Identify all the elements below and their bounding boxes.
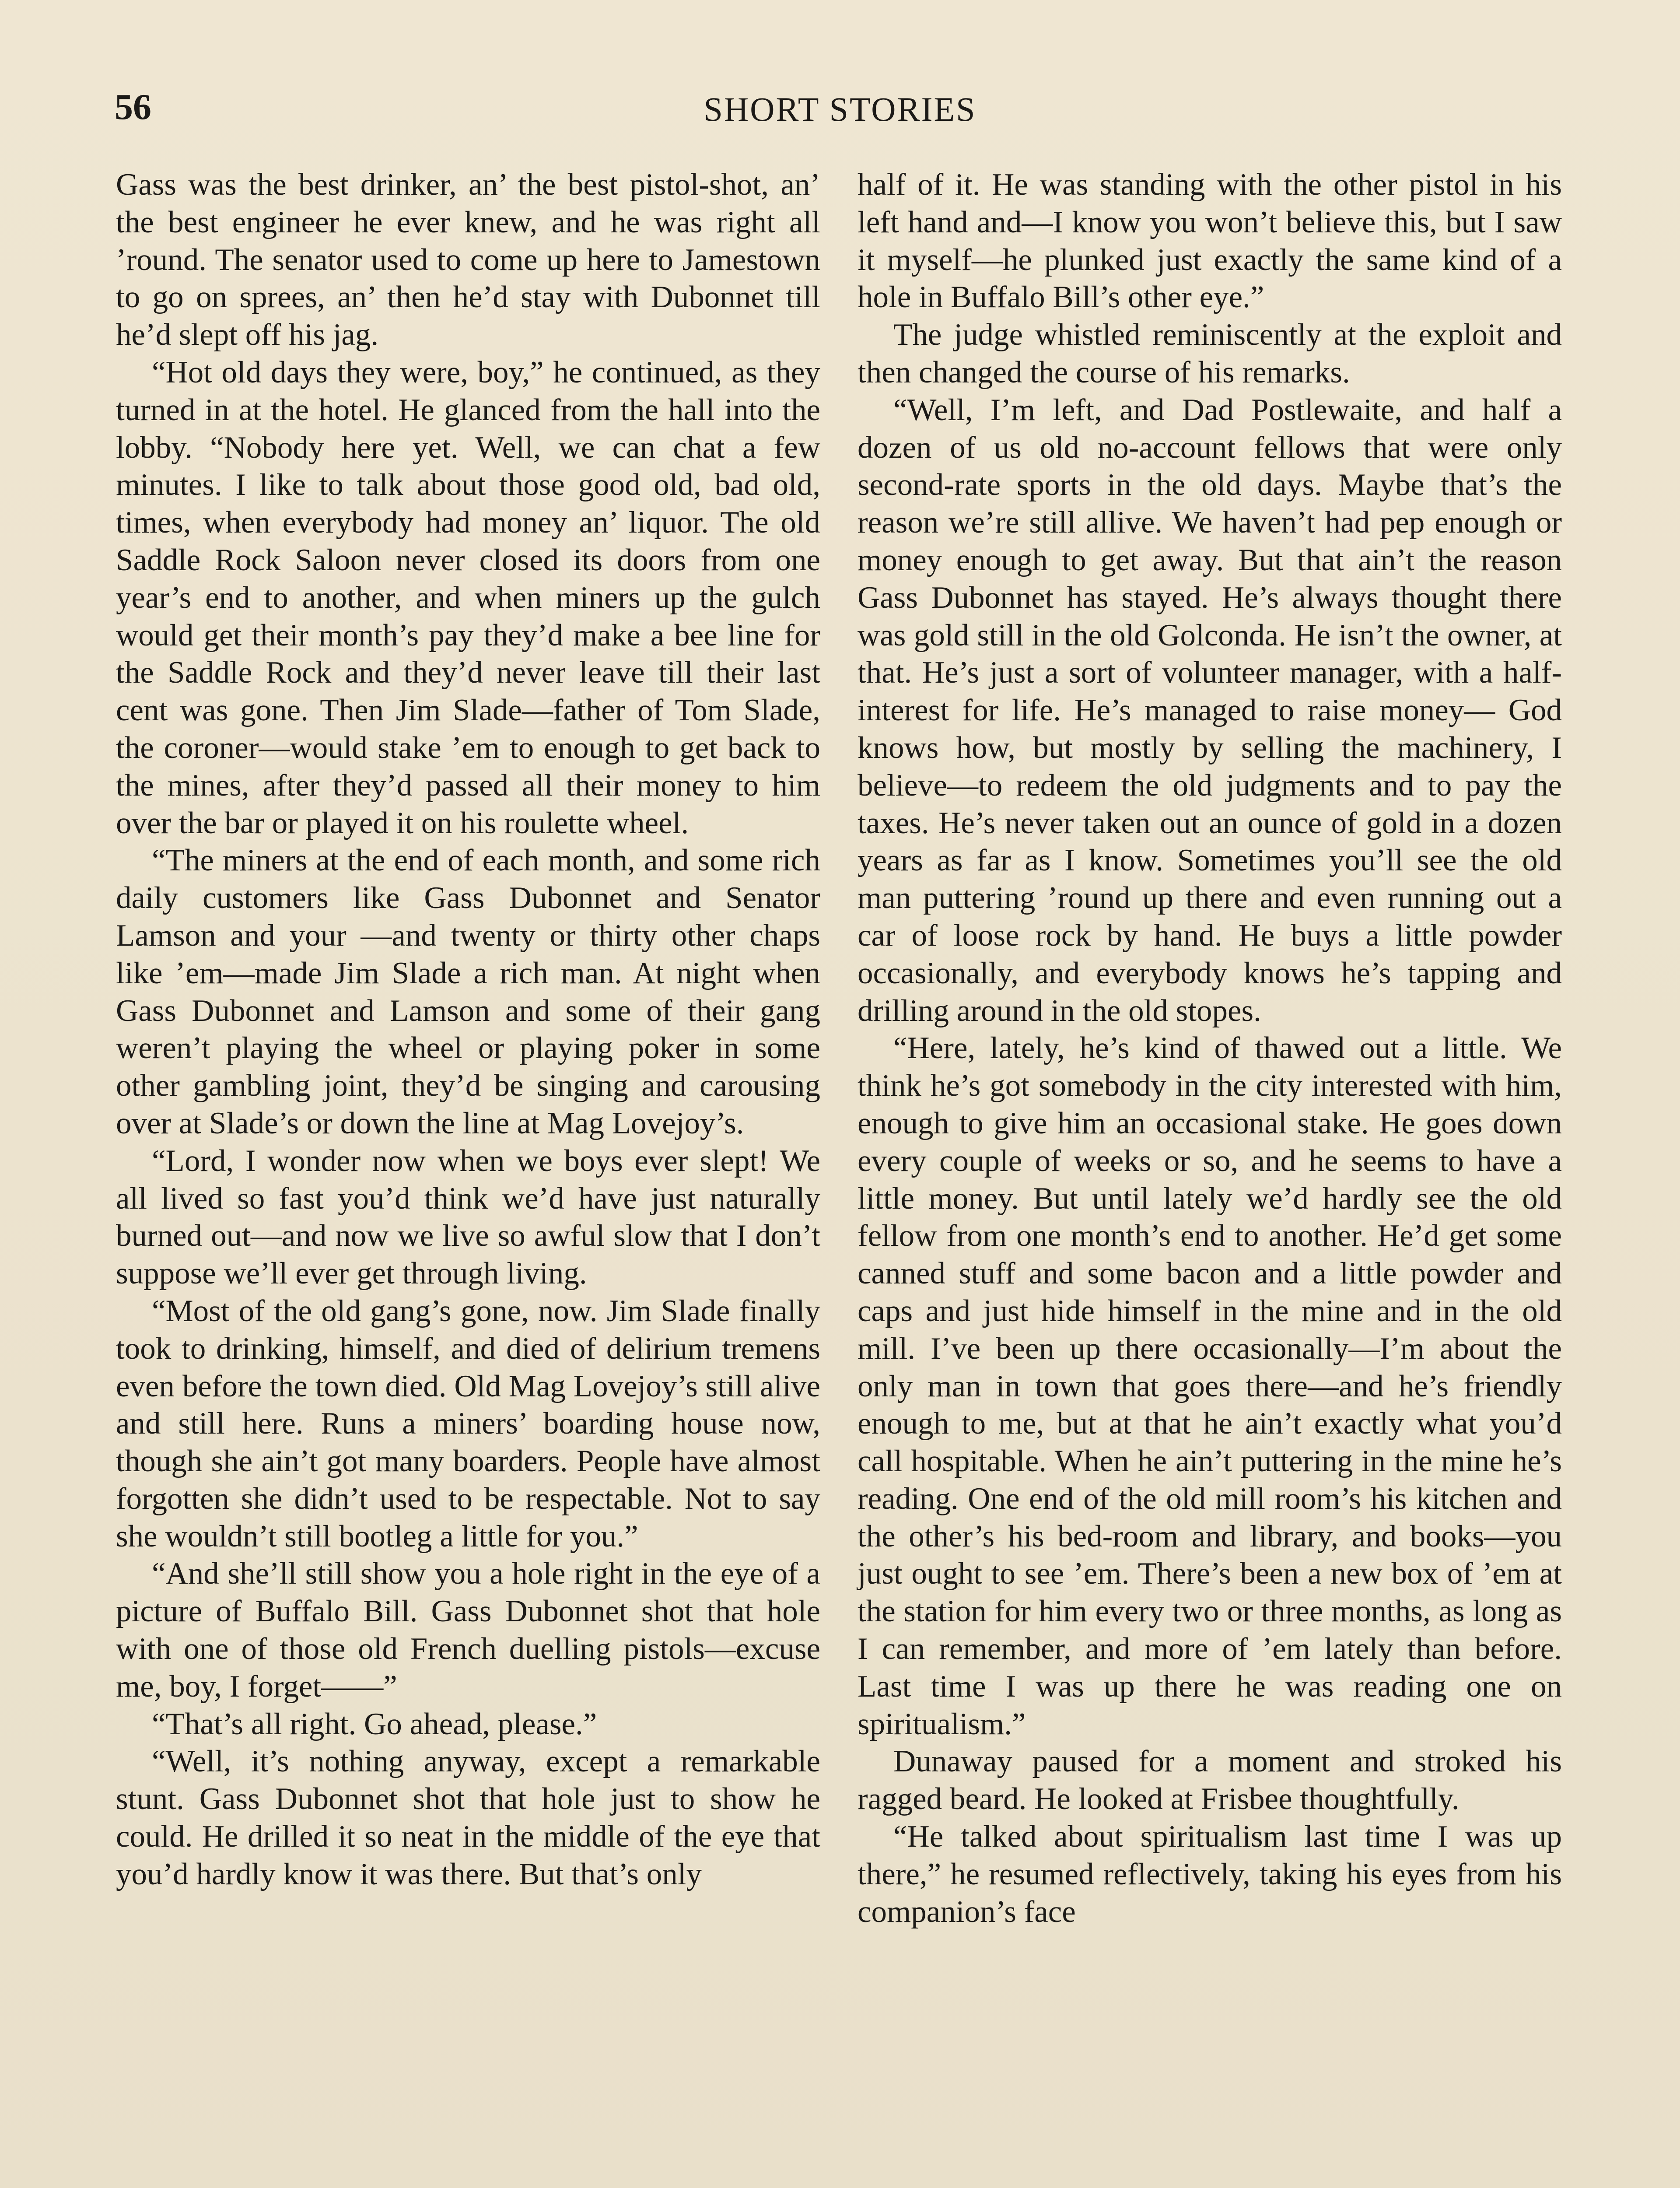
left-column: [116, 166, 820, 1893]
paragraph: Gass was the best drinker, an’ the best pistol-shot, an’ the best engineer he ever knew, and he was right all ’round. The senator used to come up here to Jamestown to go on sprees, an’ then he’d stay with Dubonnet till he’d slept off his jag.: [116, 168, 820, 352]
paragraph: half of it. He was standing with the other pistol in his left hand and—I know you won’t believe this, but I saw it myself—he plunked just exactly the same kind of a hole in Buffalo Bill’s other eye.”: [858, 168, 1562, 315]
paragraph: “Well, it’s nothing anyway, except a remarkable stunt. Gass Dubonnet shot that hole just to show he could. He drilled it so neat in the middle of the eye that you’d hardly know it was there. But that’s only: [116, 1744, 820, 1891]
paragraph: The judge whistled reminiscently at the exploit and then changed the course of his remarks.: [858, 318, 1562, 389]
paragraph: “Here, lately, he’s kind of thawed out a little. We think he’s got somebody in the city interested with him, enough to give him an occasional stake. He goes down every couple of weeks or so, and he seems to have a little money. But until lately we’d hardly see the old fellow from one month’s end to another. He’d get some canned stuff and some bacon and a little powder and caps and just hide himself in the mine and in the old mill. I’ve been up there occasionally—I’m about the only man in town that goes there—and he’s friendly enough to me, but at that he ain’t exactly what you’d call hospitable. When he ain’t puttering in the mine he’s reading. One end of the old mill room’s his kitchen and the other’s his bed-room and library, and books—you just ought to see ’em. There’s been a new box of ’em at the station for him every two or three months, as long as I can remember, and more of ’em lately than before. Last time I was up there he was reading one on spiritualism.”: [858, 1031, 1562, 1741]
paragraph: “Hot old days they were, boy,” he continued, as they turned in at the hotel. He glanced from the hall into the lobby. “Nobody here yet. Well, we can chat a few minutes. I like to talk about those good old, bad old, times, when everybody had money an’ liquor. The old Saddle Rock Saloon never closed its doors from one year’s end to another, and when miners up the gulch would get their month’s pay they’d make a bee line for the Saddle Rock and they’d never leave till their last cent was gone. Then Jim Slade—father of Tom Slade, the coroner—would stake ’em to enough to get back to the mines, after they’d passed all their money to him over the bar or played it on his roulette wheel.: [116, 355, 820, 840]
paragraph: “He talked about spiritualism last time I was up there,” he resumed reflectively, taking his eyes from his companion’s face: [858, 1820, 1562, 1929]
paragraph: “That’s all right. Go ahead, please.”: [152, 1707, 597, 1741]
paragraph: “Well, I’m left, and Dad Postlewaite, and half a dozen of us old no-account fellows that were only second-rate sports in the old days. Maybe that’s the reason we’re still allive. We haven’t had pep enough or money enough to get away. But that ain’t the reason Gass Dubonnet has stayed. He’s always thought there was gold still in the old Golconda. He isn’t the owner, at that. He’s just a sort of volunteer manager, with a half-interest for life. He’s managed to raise money— God knows how, but mostly by selling the machinery, I believe—to redeem the old judgments and to pay the taxes. He’s never taken out an ounce of gold in a dozen years as far as I know. Sometimes you’ll see the old man puttering ’round up there and even running out a car of loose rock by hand. He buys a little powder occasionally, and everybody knows he’s tapping and drilling around in the old stopes.: [858, 393, 1562, 1028]
running-head: SHORT STORIES: [704, 90, 976, 128]
paragraph: “Most of the old gang’s gone, now. Jim Slade finally took to drinking, himself, and died of delirium tremens even before the town died. Old Mag Lovejoy’s still alive and still here. Runs a miners’ boarding house now, though she ain’t got many boarders. People have almost forgotten she didn’t used to be respectable. Not to say she wouldn’t still bootleg a little for you.”: [116, 1294, 820, 1553]
page-number: 56: [115, 87, 151, 127]
paragraph: Dunaway paused for a moment and stroked his ragged beard. He looked at Frisbee thoughtfully.: [858, 1744, 1562, 1816]
right-column: [858, 166, 1562, 1931]
paragraph: “Lord, I wonder now when we boys ever slept! We all lived so fast you’d think we’d have just naturally burned out—and now we live so awful slow that I don’t suppose we’ll ever get through living.: [116, 1143, 820, 1291]
paragraph: “The miners at the end of each month, and some rich daily customers like Gass Dubonnet and Senator Lamson and your —and twenty or thirty other chaps like ’em—made Jim Slade a rich man. At night when Gass Dubonnet and Lamson and some of their gang weren’t playing the wheel or playing poker in some other gambling joint, they’d be singing and carousing over at Slade’s or down the line at Mag Lovejoy’s.: [116, 843, 820, 1140]
paragraph: “And she’ll still show you a hole right in the eye of a picture of Buffalo Bill. Gass Dubonnet shot that hole with one of those old French duelling pistols—excuse me, boy, I forget——”: [116, 1557, 820, 1704]
